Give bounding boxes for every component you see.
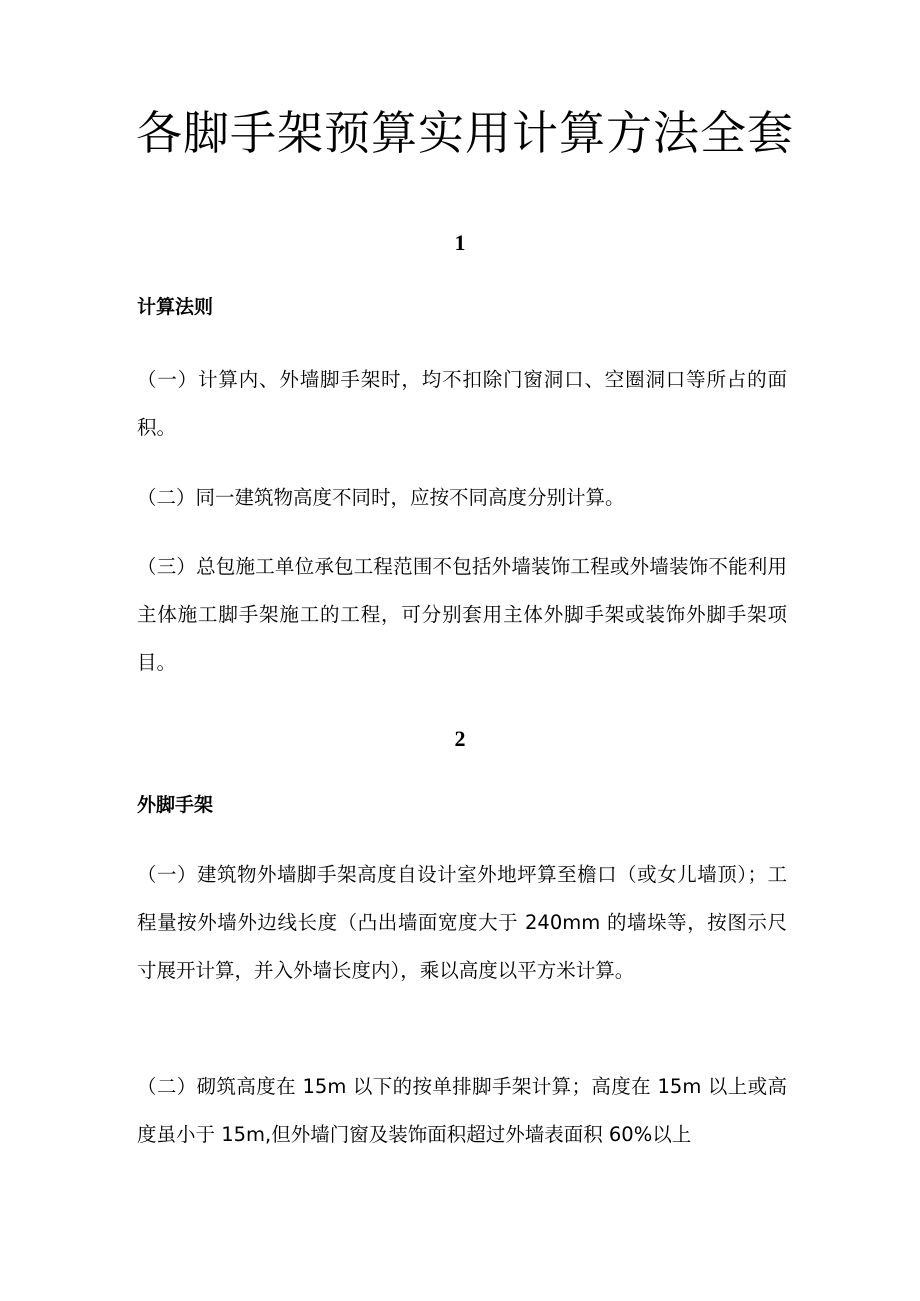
paragraph: （一）建筑物外墙脚手架高度自设计室外地坪算至檐口（或女儿墙顶）；工程量按外墙外边线长度（凸出墙面宽度大于 240mm 的墙垛等，按图示尺寸展开计算，并入外墙长度内），乘以高度以平方米计算。 [137,863,787,982]
section-heading: 外脚手架 [137,794,214,816]
paragraph: （二）砌筑高度在 15m 以下的按单排脚手架计算；高度在 15m 以上或高度虽小于 15m,但外墙门窗及装饰面积超过外墙表面积 60%以上 [137,1075,787,1146]
paragraph: （一）计算内、外墙脚手架时，均不扣除门窗洞口、空圈洞口等所占的面积。 [137,368,787,439]
document-title: 各脚手架预算实用计算方法全套 [136,106,794,160]
section-heading: 计算法则 [137,296,214,318]
paragraph: （二）同一建筑物高度不同时，应按不同高度分别计算。 [137,486,625,509]
section-number: 1 [454,230,466,255]
paragraph: （三）总包施工单位承包工程范围不包括外墙装饰工程或外墙装饰不能利用主体施工脚手架施工的工程，可分别套用主体外脚手架或装饰外脚手架项目。 [137,555,787,674]
section-number: 2 [454,726,466,751]
